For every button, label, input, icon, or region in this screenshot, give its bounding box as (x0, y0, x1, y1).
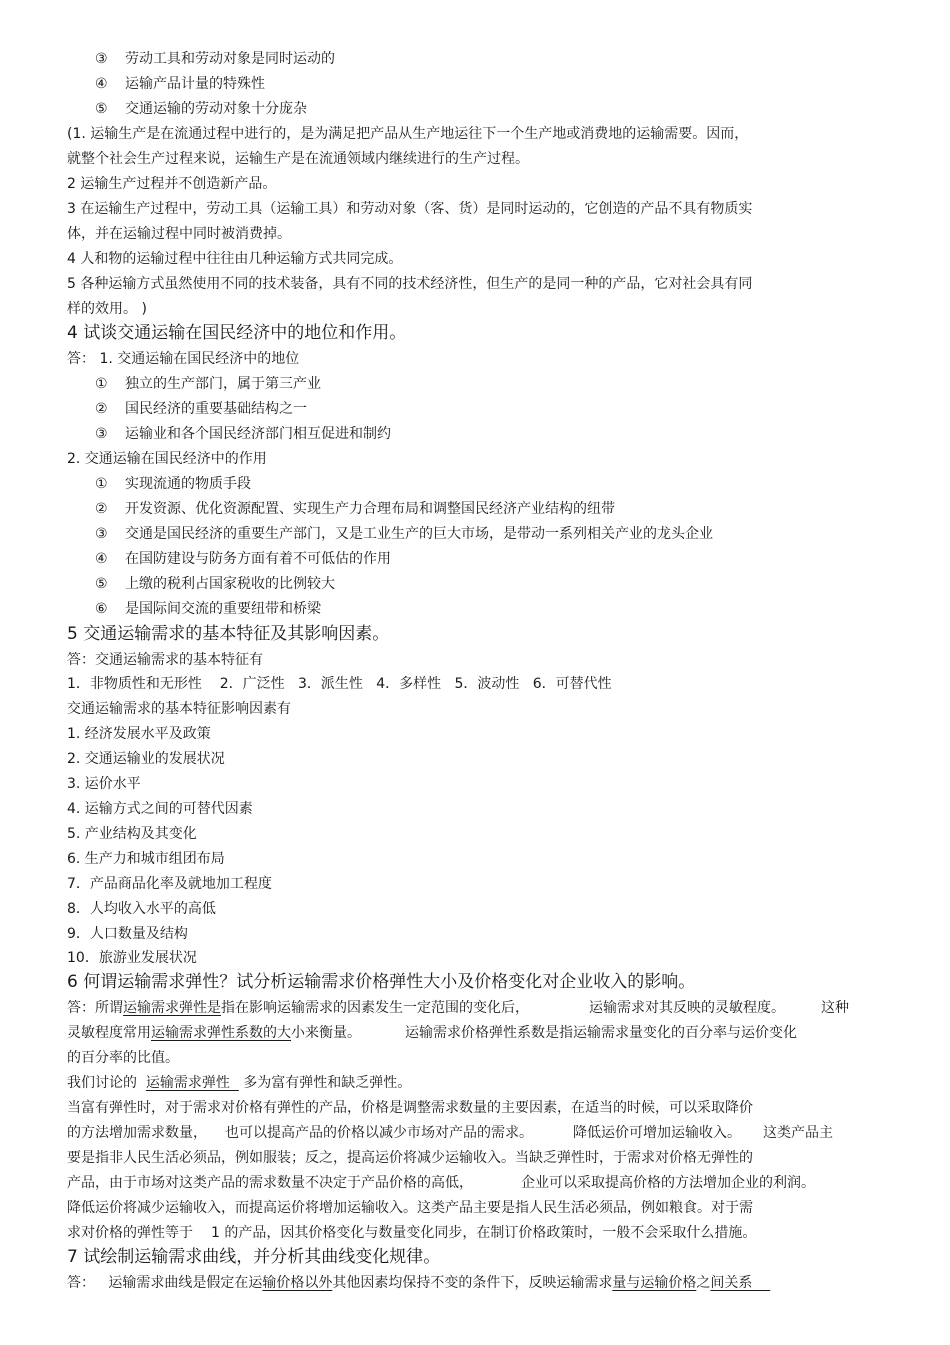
question-heading: 5 交通运输需求的基本特征及其影响因素。 (67, 624, 390, 644)
list-item: 10．旅游业发展状况 (67, 950, 197, 966)
paragraph-line: 答： 运输需求曲线是假定在运输价格以外其他因素均保持不变的条件下，反映运输需求量与运输价格之间关系 (67, 1275, 771, 1291)
question-heading: 6 何谓运输需求弹性？试分析运输需求价格弹性大小及价格变化对企业收入的影响。 (67, 972, 696, 992)
question-heading: 7 试绘制运输需求曲线，并分析其曲线变化规律。 (67, 1247, 441, 1267)
subheading: 2. 交通运输在国民经济中的作用 (67, 451, 267, 467)
list-item: 4. 运输方式之间的可替代因素 (67, 801, 253, 817)
answer-line: 答： 1. 交通运输在国民经济中的地位 (67, 351, 300, 367)
paragraph-line: 灵敏程度常用运输需求弹性系数的大小来衡量。 运输需求价格弹性系数是指运输需求量变化的百分率与运价变化 (67, 1025, 797, 1041)
list-item: ⑥ 是国际间交流的重要纽带和桥梁 (95, 601, 321, 617)
paragraph-line: 当富有弹性时，对于需求对价格有弹性的产品，价格是调整需求数量的主要因素，在适当的时候，可以采取降价 (67, 1100, 753, 1116)
list-item: ③ 劳动工具和劳动对象是同时运动的 (95, 51, 335, 67)
list-item: ④ 运输产品计量的特殊性 (95, 76, 265, 92)
list-item: ⑤ 上缴的税利占国家税收的比例较大 (95, 576, 335, 592)
paragraph-line: 的百分率的比值。 (67, 1050, 179, 1066)
list-item: 1. 经济发展水平及政策 (67, 726, 211, 742)
paragraph-line: (1. 运输生产是在流通过程中进行的，是为满足把产品从生产地运往下一个生产地或消费地的运输需要。因而， (67, 126, 749, 142)
paragraph-line: 3 在运输生产过程中，劳动工具（运输工具）和劳动对象（客、货）是同时运动的，它创造的产品不具有物质实 (67, 201, 753, 217)
paragraph-line: 4 人和物的运输过程中往往由几种运输方式共同完成。 (67, 251, 403, 267)
paragraph-line: 我们讨论的 运输需求弹性 多为富有弹性和缺乏弹性。 (67, 1075, 412, 1091)
list-item: ⑤ 交通运输的劳动对象十分庞杂 (95, 101, 307, 117)
paragraph-line: 答：所谓运输需求弹性是指在影响运输需求的因素发生一定范围的变化后， 运输需求对其反映的灵敏程度。 这种 (67, 1000, 849, 1016)
list-item: 2. 交通运输业的发展状况 (67, 751, 225, 767)
paragraph-line: 要是指非人民生活必须品，例如服装；反之，提高运价将减少运输收入。当缺乏弹性时，于需求对价格无弹性的 (67, 1150, 753, 1166)
list-item: 3. 运价水平 (67, 776, 141, 792)
paragraph-line: 体，并在运输过程中同时被消费掉。 (67, 226, 291, 242)
paragraph-line: 5 各种运输方式虽然使用不同的技术装备，具有不同的技术经济性，但生产的是同一种的产品，它对社会具有同 (67, 276, 753, 292)
question-heading: 4 试谈交通运输在国民经济中的地位和作用。 (67, 323, 407, 343)
list-item: ④ 在国防建设与防务方面有着不可低估的作用 (95, 551, 391, 567)
features-line: 1．非物质性和无形性 2．广泛性 3．派生性 4．多样性 5．波动性 6．可替代性 (67, 676, 612, 692)
list-item: 6. 生产力和城市组团布局 (67, 851, 225, 867)
paragraph-line: 降低运价将减少运输收入，而提高运价将增加运输收入。这类产品主要是指人民生活必须品，例如粮食。对于需 (67, 1200, 753, 1216)
list-item: ③ 运输业和各个国民经济部门相互促进和制约 (95, 426, 391, 442)
list-item: 5. 产业结构及其变化 (67, 826, 197, 842)
subheading: 交通运输需求的基本特征影响因素有 (67, 701, 291, 717)
list-item: ② 国民经济的重要基础结构之一 (95, 401, 307, 417)
list-item: 9．人口数量及结构 (67, 926, 188, 942)
list-item: ② 开发资源、优化资源配置、实现生产力合理布局和调整国民经济产业结构的纽带 (95, 501, 615, 517)
answer-line: 答：交通运输需求的基本特征有 (67, 652, 263, 668)
paragraph-line: 的方法增加需求数量， 也可以提高产品的价格以减少市场对产品的需求。 降低运价可增加运输收入。 这类产品主 (67, 1125, 833, 1141)
paragraph-line: 产品，由于市场对这类产品的需求数量不决定于产品价格的高低， 企业可以采取提高价格的方法增加企业的利润。 (67, 1175, 815, 1191)
list-item: 7．产品商品化率及就地加工程度 (67, 876, 272, 892)
paragraph-line: 2 运输生产过程并不创造新产品。 (67, 176, 277, 192)
list-item: ① 实现流通的物质手段 (95, 476, 251, 492)
paragraph-line: 求对价格的弹性等于 1 的产品，因其价格变化与数量变化同步，在制订价格政策时，一般不会采取什么措施。 (67, 1225, 757, 1241)
paragraph-line: 就整个社会生产过程来说，运输生产是在流通领域内继续进行的生产过程。 (67, 151, 529, 167)
list-item: ③ 交通是国民经济的重要生产部门，又是工业生产的巨大市场，是带动一系列相关产业的龙头企业 (95, 526, 713, 542)
list-item: ① 独立的生产部门，属于第三产业 (95, 376, 321, 392)
paragraph-line: 样的效用。 ) (67, 301, 147, 317)
list-item: 8．人均收入水平的高低 (67, 901, 216, 917)
